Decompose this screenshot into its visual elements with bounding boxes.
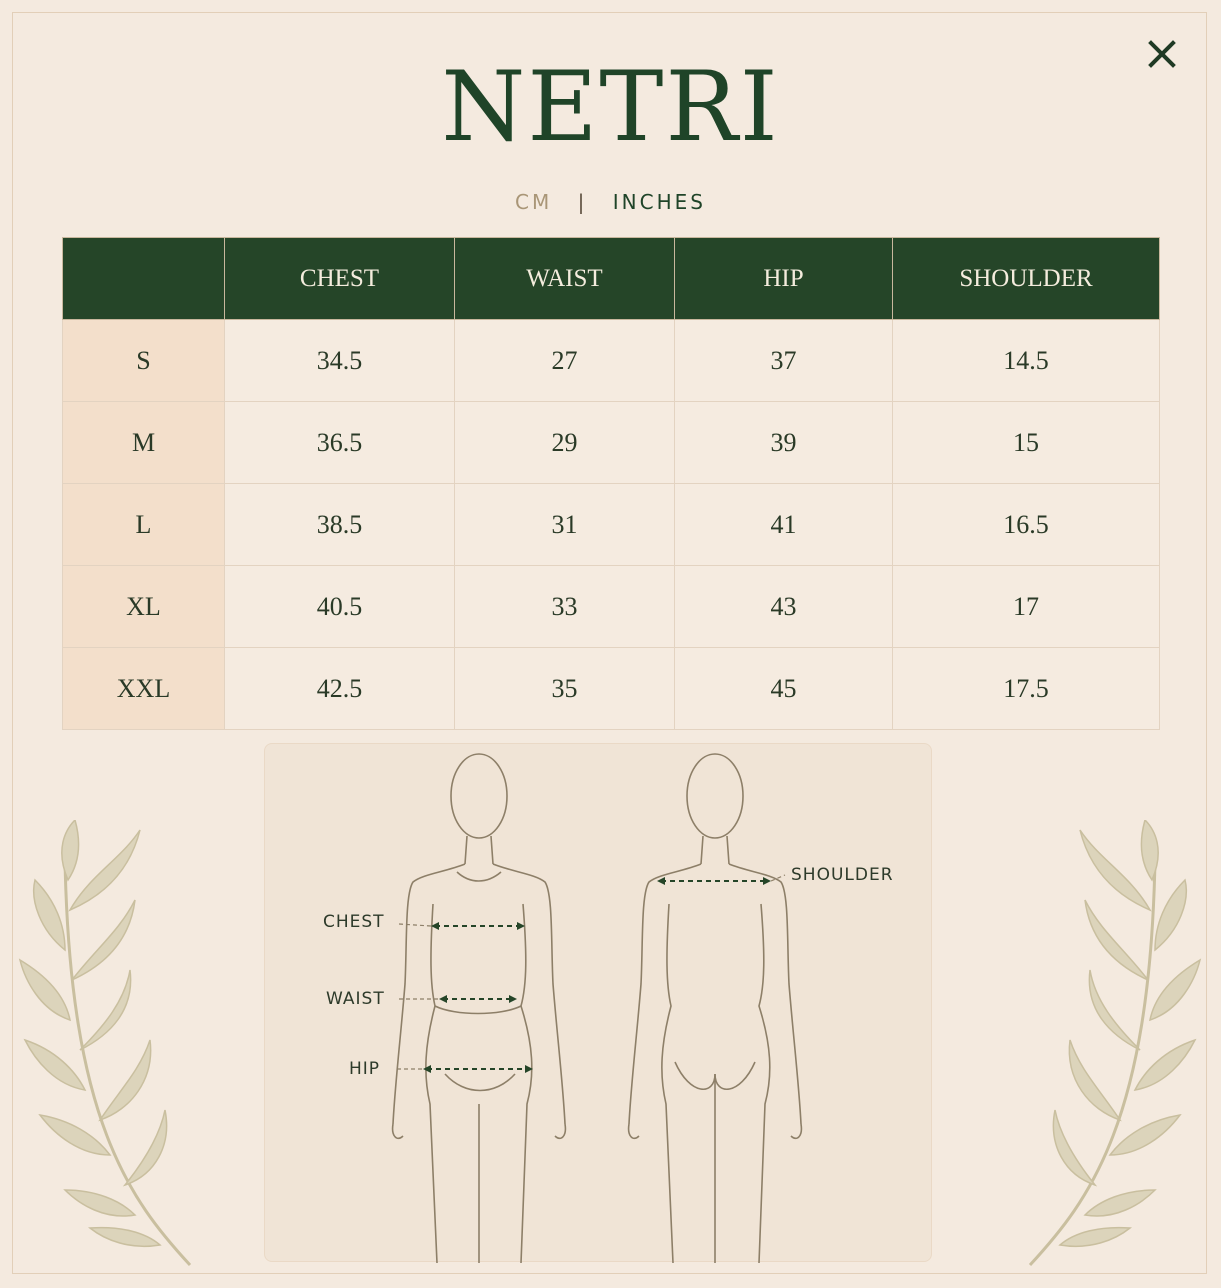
waist-label: WAIST — [326, 989, 385, 1009]
chest-cell: 34.5 — [225, 320, 455, 402]
header-hip: HIP — [675, 238, 893, 320]
waist-cell: 33 — [455, 566, 675, 648]
size-cell: L — [63, 484, 225, 566]
size-cell: M — [63, 402, 225, 484]
shoulder-cell: 17 — [893, 566, 1160, 648]
leaf-branch-icon — [10, 820, 210, 1270]
waist-cell: 29 — [455, 402, 675, 484]
leaf-branch-icon — [1000, 820, 1210, 1270]
table-row — [63, 566, 1160, 648]
table-row — [63, 320, 1160, 402]
shoulder-cell: 16.5 — [893, 484, 1160, 566]
size-chart-table — [62, 237, 1160, 730]
hip-cell: 45 — [675, 648, 893, 730]
chest-label: CHEST — [323, 912, 385, 932]
chest-cell: 36.5 — [225, 402, 455, 484]
shoulder-cell: 14.5 — [893, 320, 1160, 402]
measurement-diagram-panel — [264, 743, 932, 1262]
shoulder-cell: 15 — [893, 402, 1160, 484]
hip-cell: 37 — [675, 320, 893, 402]
table-row — [63, 484, 1160, 566]
shoulder-cell: 17.5 — [893, 648, 1160, 730]
brand-logo: NETRI — [441, 51, 780, 163]
unit-toggle — [0, 190, 1221, 214]
hip-cell: 41 — [675, 484, 893, 566]
waist-cell: 27 — [455, 320, 675, 402]
table-row — [63, 648, 1160, 730]
header-shoulder: SHOULDER — [893, 238, 1160, 320]
size-cell: S — [63, 320, 225, 402]
table-row — [63, 402, 1160, 484]
hip-cell: 39 — [675, 402, 893, 484]
waist-cell: 35 — [455, 648, 675, 730]
unit-separator: | — [577, 190, 588, 214]
chest-cell: 42.5 — [225, 648, 455, 730]
unit-cm-option[interactable]: CM — [515, 190, 553, 214]
hip-cell: 43 — [675, 566, 893, 648]
waist-cell: 31 — [455, 484, 675, 566]
table-header-row — [63, 238, 1160, 320]
header-chest: CHEST — [225, 238, 455, 320]
header-waist: WAIST — [455, 238, 675, 320]
size-cell: XXL — [63, 648, 225, 730]
unit-inches-option[interactable]: INCHES — [612, 190, 706, 214]
header-size — [63, 238, 225, 320]
shoulder-label: SHOULDER — [791, 865, 894, 885]
size-cell: XL — [63, 566, 225, 648]
hip-label: HIP — [349, 1059, 381, 1079]
chest-cell: 38.5 — [225, 484, 455, 566]
chest-cell: 40.5 — [225, 566, 455, 648]
